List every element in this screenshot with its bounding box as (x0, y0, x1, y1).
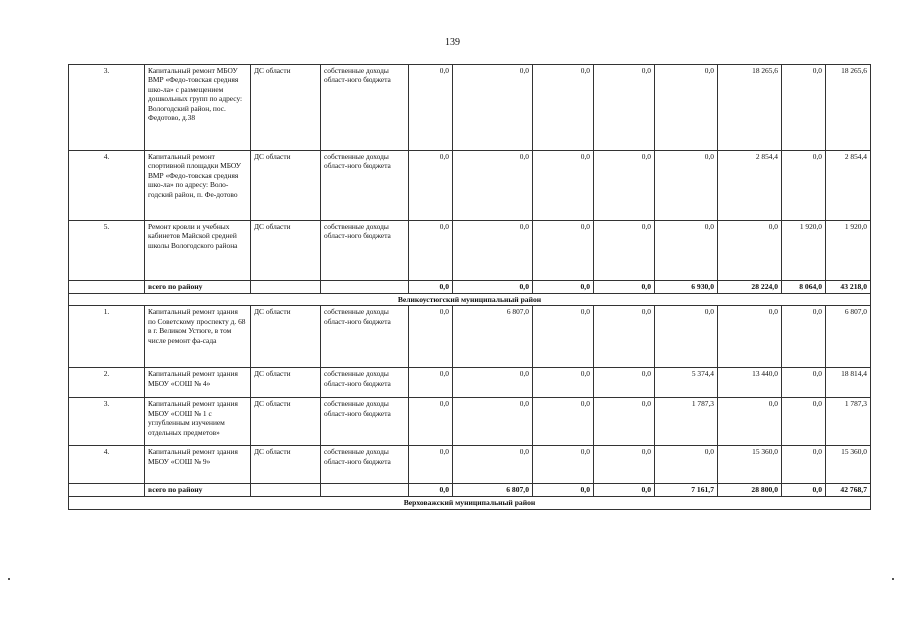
total-label: всего по району (145, 484, 251, 497)
amount-cell: 0,0 (533, 398, 594, 446)
object-name: Капитальный ремонт здания МБОУ «СОШ № 9» (145, 446, 251, 484)
total-amount: 0,0 (409, 281, 453, 294)
row-number: 2. (69, 368, 145, 398)
total-amount: 0,0 (594, 484, 655, 497)
funding-source: ДС области (251, 306, 321, 368)
table-row (69, 151, 871, 221)
amount-cell: 15 360,0 (826, 446, 871, 484)
amount-cell: 0,0 (409, 398, 453, 446)
row-number: 1. (69, 306, 145, 368)
amount-cell: 1 920,0 (782, 221, 826, 281)
amount-cell: 0,0 (782, 446, 826, 484)
amount-cell: 0,0 (453, 65, 533, 151)
amount-cell: 0,0 (533, 446, 594, 484)
amount-cell: 0,0 (655, 221, 718, 281)
funding-type: собственные доходы област-ного бюджета (321, 368, 409, 398)
amount-cell: 0,0 (409, 446, 453, 484)
amount-cell: 0,0 (409, 65, 453, 151)
amount-cell: 1 920,0 (826, 221, 871, 281)
funding-source: ДС области (251, 446, 321, 484)
amount-cell: 0,0 (594, 221, 655, 281)
total-spacer (321, 484, 409, 497)
amount-cell: 0,0 (409, 306, 453, 368)
table-row (69, 368, 871, 398)
object-name: Капитальный ремонт МБОУ ВМР «Федо-товская средняя шко-ла» с размещением дошкольных групп по адресу: Вологодский район, пос. Федотово, д.38 (145, 65, 251, 151)
page-number: 139 (445, 37, 460, 48)
table-row (69, 221, 871, 281)
amount-cell: 2 854,4 (718, 151, 782, 221)
total-spacer (321, 281, 409, 294)
amount-cell: 0,0 (594, 151, 655, 221)
object-name: Капитальный ремонт здания МБОУ «СОШ № 1 с углубленным изучением отдельных предметов» (145, 398, 251, 446)
amount-cell: 0,0 (718, 221, 782, 281)
amount-cell: 0,0 (533, 151, 594, 221)
amount-cell: 5 374,4 (655, 368, 718, 398)
amount-cell: 15 360,0 (718, 446, 782, 484)
amount-cell: 0,0 (453, 446, 533, 484)
amount-cell: 0,0 (453, 398, 533, 446)
total-amount: 0,0 (409, 484, 453, 497)
object-name: Капитальный ремонт спортивной площадки МБОУ ВМР «Федо-товская средняя шко-ла» по адресу: Воло-годский район, п. Фе-дотово (145, 151, 251, 221)
total-amount: 0,0 (533, 484, 594, 497)
total-row (69, 484, 871, 497)
amount-cell: 0,0 (782, 151, 826, 221)
object-name: Ремонт кровли и учебных кабинетов Майской средней школы Вологодского района (145, 221, 251, 281)
total-amount: 0,0 (533, 281, 594, 294)
funding-source: ДС области (251, 221, 321, 281)
amount-cell: 0,0 (594, 368, 655, 398)
amount-cell: 0,0 (782, 65, 826, 151)
total-label: всего по району (145, 281, 251, 294)
funding-type: собственные доходы област-ного бюджета (321, 398, 409, 446)
total-amount: 7 161,7 (655, 484, 718, 497)
total-amount: 0,0 (453, 281, 533, 294)
total-spacer (251, 281, 321, 294)
amount-cell: 0,0 (533, 368, 594, 398)
amount-cell: 0,0 (782, 306, 826, 368)
amount-cell: 0,0 (655, 446, 718, 484)
amount-cell: 0,0 (533, 221, 594, 281)
amount-cell: 0,0 (718, 306, 782, 368)
total-amount: 28 224,0 (718, 281, 782, 294)
amount-cell: 2 854,4 (826, 151, 871, 221)
budget-table (68, 64, 871, 510)
total-amount: 8 064,0 (782, 281, 826, 294)
funding-source: ДС области (251, 65, 321, 151)
row-number: 4. (69, 446, 145, 484)
total-amount: 43 218,0 (826, 281, 871, 294)
amount-cell: 1 787,3 (655, 398, 718, 446)
total-spacer (69, 281, 145, 294)
amount-cell: 0,0 (782, 368, 826, 398)
amount-cell: 0,0 (718, 398, 782, 446)
funding-source: ДС области (251, 398, 321, 446)
total-row (69, 281, 871, 294)
amount-cell: 0,0 (594, 446, 655, 484)
amount-cell: 0,0 (655, 306, 718, 368)
section-title: Верховажский муниципальный район (69, 497, 871, 509)
total-spacer (69, 484, 145, 497)
row-number: 4. (69, 151, 145, 221)
total-amount: 6 807,0 (453, 484, 533, 497)
table-row (69, 398, 871, 446)
amount-cell: 0,0 (453, 221, 533, 281)
section-title: Великоустюгский муниципальный район (69, 294, 871, 306)
row-number: 3. (69, 398, 145, 446)
amount-cell: 0,0 (453, 151, 533, 221)
amount-cell: 0,0 (594, 398, 655, 446)
object-name: Капитальный ремонт здания МБОУ «СОШ № 4» (145, 368, 251, 398)
funding-type: собственные доходы област-ного бюджета (321, 151, 409, 221)
funding-type: собственные доходы област-ного бюджета (321, 221, 409, 281)
funding-type: собственные доходы област-ного бюджета (321, 306, 409, 368)
amount-cell: 6 807,0 (826, 306, 871, 368)
amount-cell: 18 265,6 (826, 65, 871, 151)
total-amount: 42 768,7 (826, 484, 871, 497)
scan-mark (8, 578, 10, 580)
section-row (69, 497, 871, 509)
row-number: 3. (69, 65, 145, 151)
table-row (69, 446, 871, 484)
amount-cell: 0,0 (655, 151, 718, 221)
amount-cell: 0,0 (533, 65, 594, 151)
amount-cell: 0,0 (533, 306, 594, 368)
object-name: Капитальный ремонт здания по Советскому проспекту д. 68 в г. Великом Устюге, в том числе ремонт фа-сада (145, 306, 251, 368)
amount-cell: 0,0 (782, 398, 826, 446)
amount-cell: 6 807,0 (453, 306, 533, 368)
total-amount: 28 800,0 (718, 484, 782, 497)
row-number: 5. (69, 221, 145, 281)
amount-cell: 0,0 (409, 151, 453, 221)
amount-cell: 0,0 (594, 306, 655, 368)
amount-cell: 18 265,6 (718, 65, 782, 151)
total-amount: 0,0 (782, 484, 826, 497)
amount-cell: 13 440,0 (718, 368, 782, 398)
amount-cell: 0,0 (655, 65, 718, 151)
total-amount: 6 930,0 (655, 281, 718, 294)
amount-cell: 0,0 (409, 221, 453, 281)
table-row (69, 65, 871, 151)
total-spacer (251, 484, 321, 497)
amount-cell: 1 787,3 (826, 398, 871, 446)
amount-cell: 0,0 (594, 65, 655, 151)
table-row (69, 306, 871, 368)
funding-type: собственные доходы област-ного бюджета (321, 65, 409, 151)
amount-cell: 18 814,4 (826, 368, 871, 398)
scan-mark (892, 578, 894, 580)
section-row (69, 294, 871, 306)
funding-source: ДС области (251, 151, 321, 221)
amount-cell: 0,0 (453, 368, 533, 398)
total-amount: 0,0 (594, 281, 655, 294)
funding-type: собственные доходы област-ного бюджета (321, 446, 409, 484)
amount-cell: 0,0 (409, 368, 453, 398)
funding-source: ДС области (251, 368, 321, 398)
